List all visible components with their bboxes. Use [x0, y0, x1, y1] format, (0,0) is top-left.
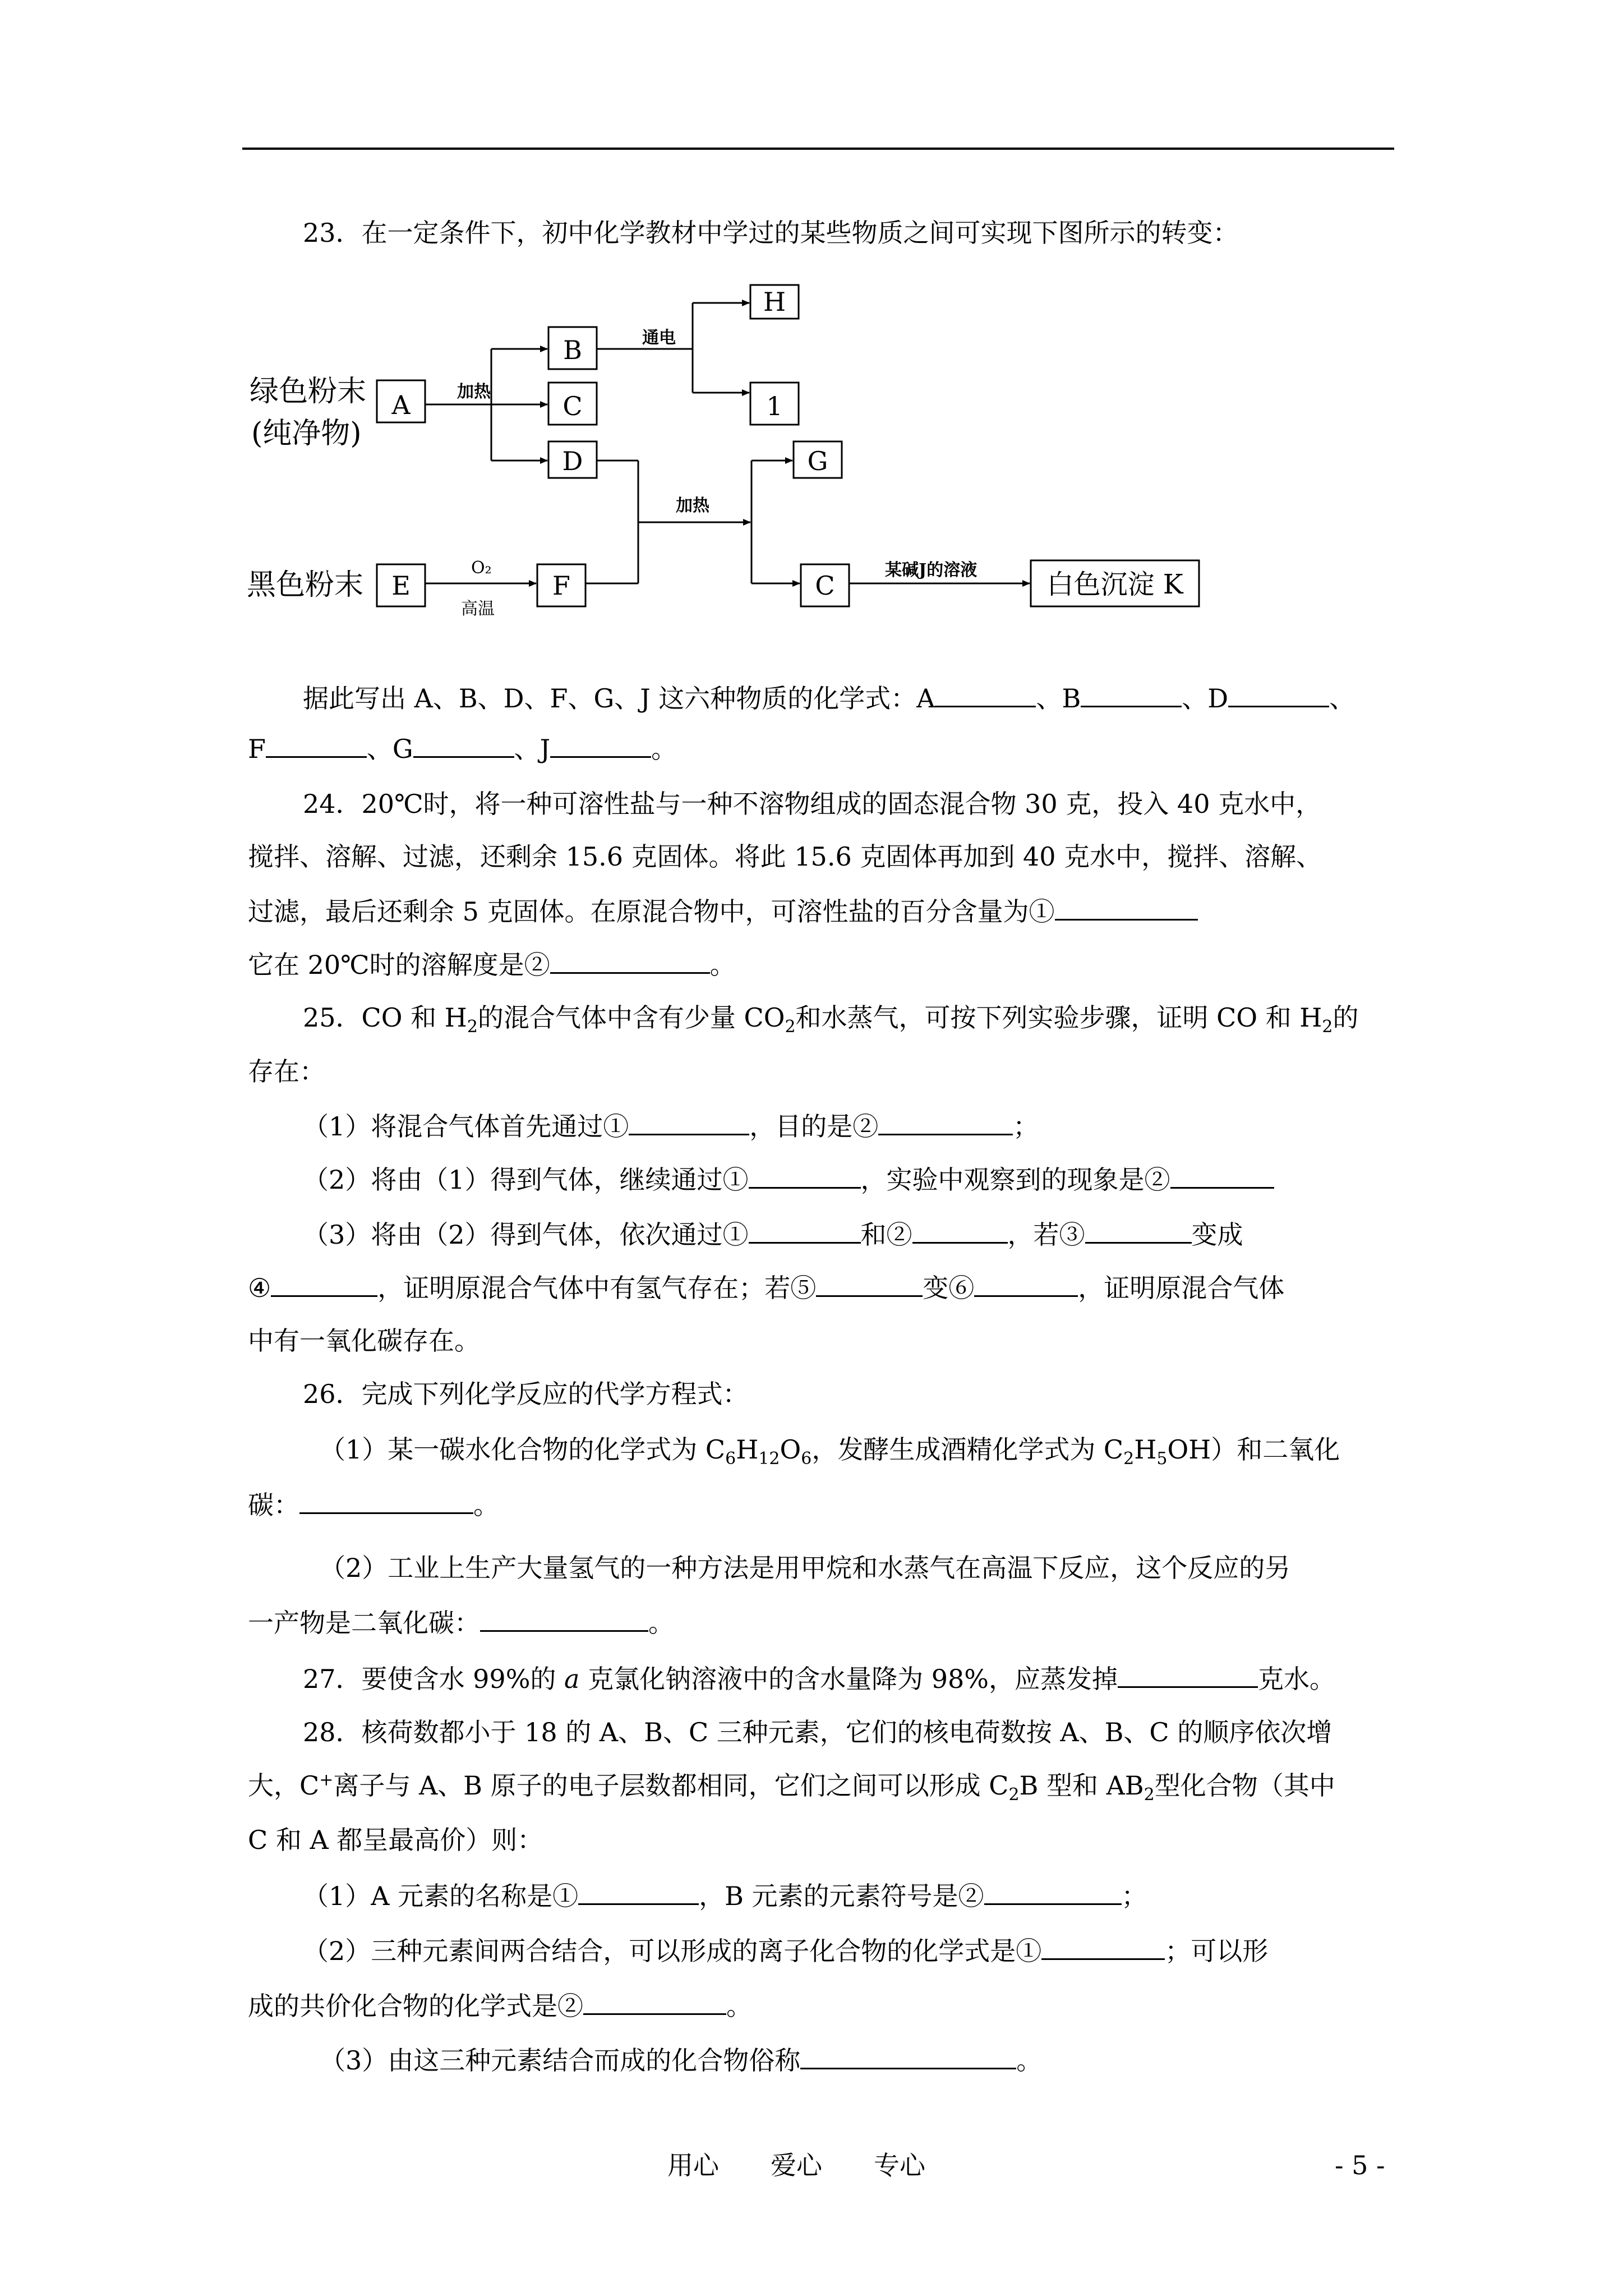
q25-step-2: （2）将由（1）得到气体，继续通过① ，实验中观察到的现象是② [303, 1161, 1274, 1197]
arrow-label-base-solution: 某碱J的溶液 [885, 560, 978, 580]
arrow-label-heat-1: 加热 [457, 382, 491, 402]
q28-line-1: 28．核荷数都小于 18 的 A、B、C 三种元素，它们的核电荷数按 A、B、C 的顺序依次增 [303, 1717, 1332, 1747]
page-number: - 5 - [1335, 2150, 1385, 2180]
label-green-powder: 绿色粉末 [250, 375, 367, 408]
q25-step-3-cont: ④ ，证明原混合气体中有氢气存在；若⑤ 变⑥ ，证明原混合气体 [248, 1269, 1284, 1305]
blank-q26-2[interactable] [480, 1604, 648, 1632]
q26-part-1-cont: 碳： 。 [248, 1487, 499, 1522]
footer-motto: 用心 爱心 专心 [667, 2150, 925, 2180]
blank-q28-3[interactable] [800, 2042, 1016, 2069]
reaction-diagram [0, 0, 1623, 628]
label-pure-substance: (纯净物) [251, 417, 362, 450]
q23-answer-line-1: 据此写出 A、B、D、F、G、J 这六种物质的化学式：A 、B 、D 、 [303, 680, 1355, 715]
box-H-label: H [763, 287, 786, 317]
blank-q25-2-1[interactable] [749, 1161, 861, 1189]
arrow-label-electrolysis: 通电 [642, 328, 676, 348]
blank-q24-1[interactable] [1055, 893, 1198, 921]
q28-step-2: （2）三种元素间两合结合，可以形成的离子化合物的化学式是① ；可以形 [303, 1932, 1268, 1968]
q24-line-2: 搅拌、溶解、过滤，还剩余 15.6 克固体。将此 15.6 克固体再加到 40 克水中，搅拌、溶解、 [248, 841, 1322, 872]
q28-line-3: C 和 A 都呈最高价）则： [248, 1825, 543, 1855]
blank-q25-1-1[interactable] [629, 1108, 749, 1135]
q23-answer-line-2: F 、G 、J 。 [248, 730, 677, 766]
blank-q25-3-4[interactable] [271, 1269, 377, 1297]
box-F-label: F [552, 570, 570, 601]
blank-B[interactable] [1081, 680, 1182, 707]
blank-q25-3-6[interactable] [974, 1269, 1078, 1297]
blank-q25-1-2[interactable] [878, 1108, 1013, 1135]
q25-step-3: （3）将由（2）得到气体，依次通过① 和② ，若③ 变成 [303, 1216, 1243, 1251]
box-K-label: 白色沉淀 K [1046, 569, 1183, 600]
box-C2-label: C [815, 570, 835, 601]
box-E-label: E [391, 570, 411, 601]
blank-q28-1-1[interactable] [578, 1878, 699, 1905]
q24-line-4: 它在 20℃时的溶解度是② 。 [248, 946, 736, 982]
box-G-label: G [807, 446, 828, 476]
box-C1-label: C [562, 391, 583, 421]
q26-part-2: （2）工业上生产大量氢气的一种方法是用甲烷和水蒸气在高温下反应，这个反应的另 [320, 1553, 1291, 1583]
blank-F[interactable] [266, 730, 367, 758]
blank-q25-3-5[interactable] [816, 1269, 923, 1297]
blank-A[interactable] [935, 680, 1036, 707]
blank-J[interactable] [550, 730, 651, 758]
blank-q28-2-1[interactable] [1041, 1932, 1165, 1960]
q25-step-1: （1）将混合气体首先通过① ，目的是② ； [303, 1108, 1039, 1143]
label-black-powder: 黑色粉末 [247, 568, 364, 602]
blank-G[interactable] [413, 730, 514, 758]
blank-q28-2-2[interactable] [583, 1987, 726, 2015]
q28-step-2-cont: 成的共价化合物的化学式是② 。 [248, 1987, 752, 2023]
blank-D[interactable] [1228, 680, 1329, 707]
blank-q25-3-3[interactable] [1085, 1216, 1192, 1244]
q24-line-3: 过滤，最后还剩余 5 克固体。在原混合物中，可溶性盐的百分含量为① [248, 893, 1198, 928]
box-B-label: B [563, 335, 582, 365]
q28-step-1: （1）A 元素的名称是① ，B 元素的元素符号是② ； [303, 1878, 1147, 1913]
blank-q25-2-2[interactable] [1170, 1161, 1274, 1189]
arrow-label-high-temp: 高温 [461, 599, 495, 619]
q23-intro: 23．在一定条件下，初中化学教材中学过的某些物质之间可实现下图所示的转变： [303, 218, 1239, 248]
q24-line-1: 24．20℃时，将一种可溶性盐与一种不溶物组成的固态混合物 30 克，投入 40 克水中， [303, 789, 1322, 819]
q25-line-1: 25．CO 和 $H_2$的混合气体中含有少量 $CO_2$和水蒸气，可按下列实验步骤，证明 CO 和 $H_2$的 [303, 1002, 1359, 1037]
blank-q25-3-2[interactable] [912, 1216, 1008, 1244]
blank-q26-1[interactable] [299, 1487, 473, 1514]
q28-line-2: 大，C+离子与 A、B 原子的电子层数都相同，它们之间可以形成 $C_2B$ 型和 $AB_2$型化合物（其中 [248, 1770, 1335, 1805]
blank-q27[interactable] [1118, 1660, 1258, 1688]
q28-step-3: （3）由这三种元素结合而成的化合物俗称 。 [320, 2042, 1042, 2077]
q26-intro: 26．完成下列化学反应的代学方程式： [303, 1379, 749, 1409]
q25-step-3-end: 中有一氧化碳存在。 [248, 1326, 480, 1356]
blank-q25-3-1[interactable] [749, 1216, 861, 1244]
box-A-label: A [391, 390, 411, 420]
blank-q28-1-2[interactable] [984, 1878, 1122, 1905]
box-1-label: 1 [766, 391, 783, 421]
arrow-label-oxygen: O₂ [471, 558, 492, 578]
blank-q24-2[interactable] [550, 946, 710, 974]
arrow-label-heat-2: 加热 [676, 496, 709, 516]
q26-part-1: （1）某一碳水化合物的化学式为 $C_6H_{12}O_6$，发酵生成酒精化学式为 $C_2H_5OH$）和二氧化 [320, 1434, 1340, 1469]
q27-line: 27．要使含水 99%的 a 克氯化钠溶液中的含水量降为 98%，应蒸发掉 克水。 [303, 1660, 1335, 1696]
box-D-label: D [562, 446, 583, 476]
q26-part-2-cont: 一产物是二氧化碳： 。 [248, 1604, 674, 1640]
q25-line-2: 存在： [248, 1056, 325, 1087]
